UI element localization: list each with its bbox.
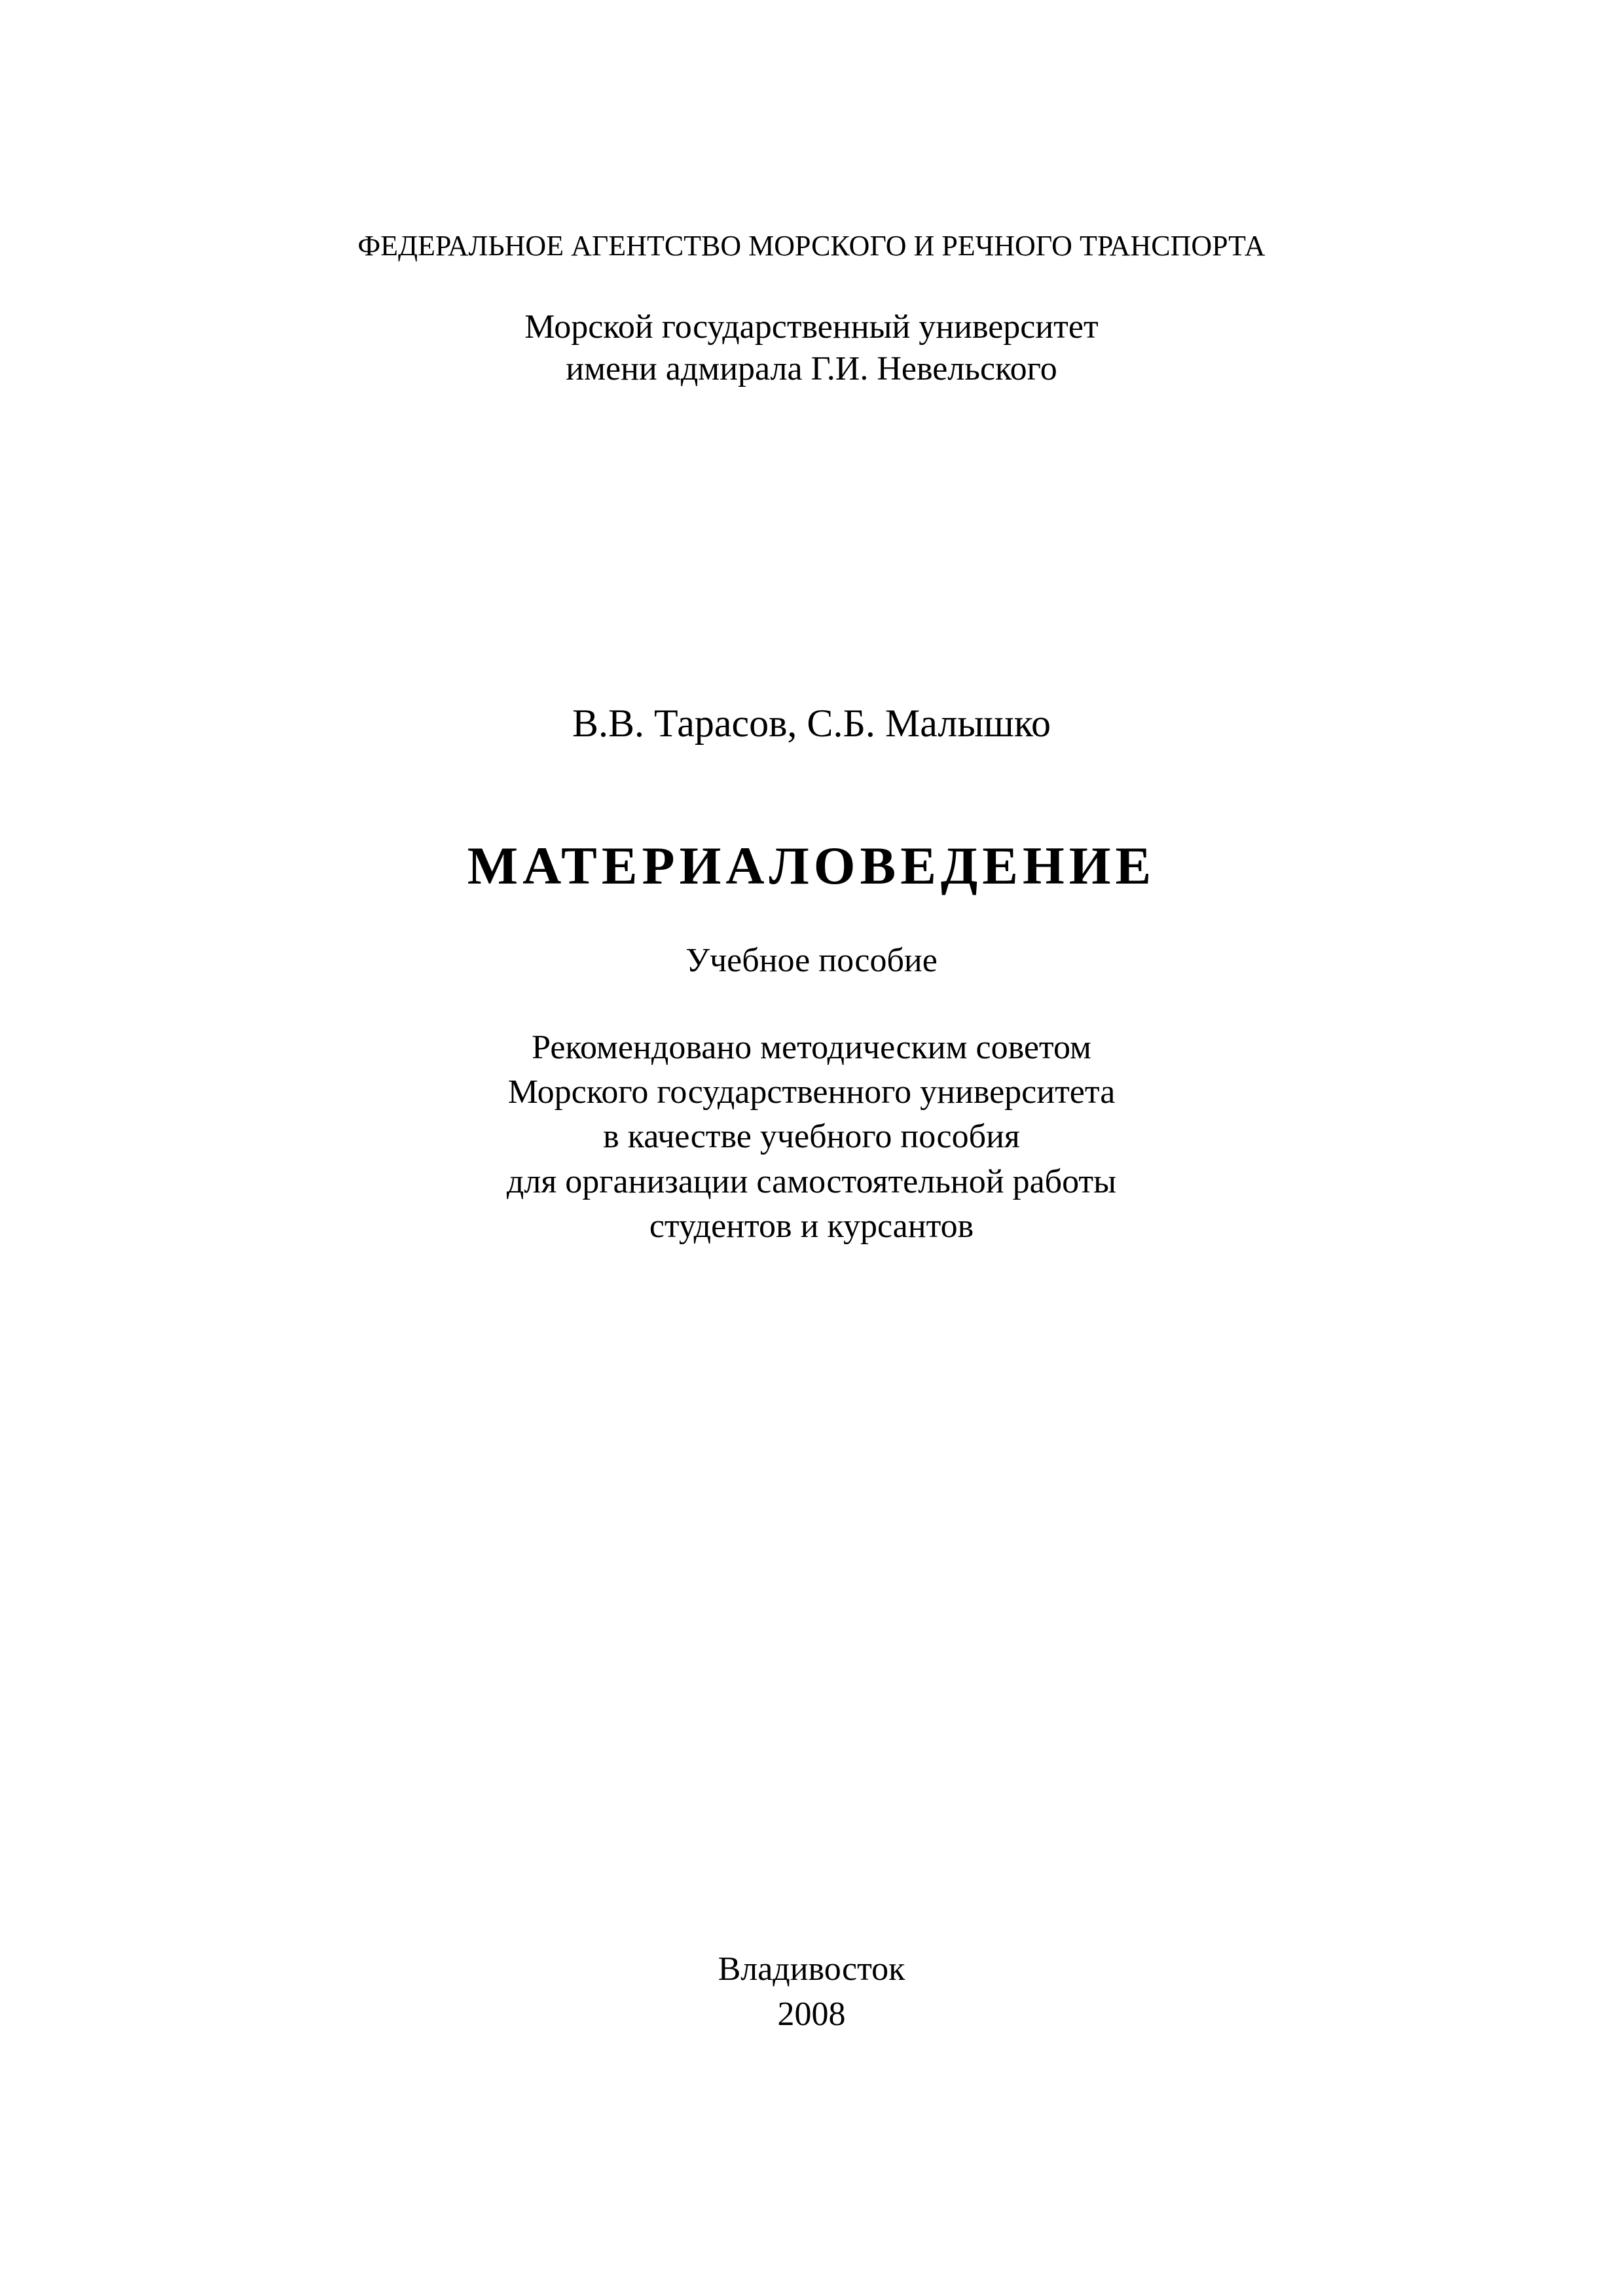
recommendation-line: для организации самостоятельной работы bbox=[506, 1163, 1117, 1200]
recommendation-line: в качестве учебного пособия bbox=[603, 1118, 1020, 1155]
agency-name: ФЕДЕРАЛЬНОЕ АГЕНТСТВО МОРСКОГО И РЕЧНОГО ТРАНСПОРТА bbox=[357, 230, 1266, 262]
recommendation-line: студентов и курсантов bbox=[649, 1208, 974, 1245]
university-name-line-1: Морской государственный университет bbox=[524, 308, 1099, 346]
publication-year: 2008 bbox=[777, 1996, 846, 2033]
book-title: МАТЕРИАЛОВЕДЕНИЕ bbox=[467, 836, 1156, 895]
publication-city: Владивосток bbox=[718, 1950, 905, 1988]
recommendation-line: Рекомендовано методическим советом bbox=[532, 1029, 1091, 1066]
recommendation-line: Морского государственного университета bbox=[507, 1073, 1116, 1111]
university-name-line-2: имени адмирала Г.И. Невельского bbox=[566, 350, 1057, 387]
authors: В.В. Тарасов, С.Б. Малышко bbox=[572, 702, 1051, 745]
book-subtitle: Учебное пособие bbox=[685, 942, 938, 979]
